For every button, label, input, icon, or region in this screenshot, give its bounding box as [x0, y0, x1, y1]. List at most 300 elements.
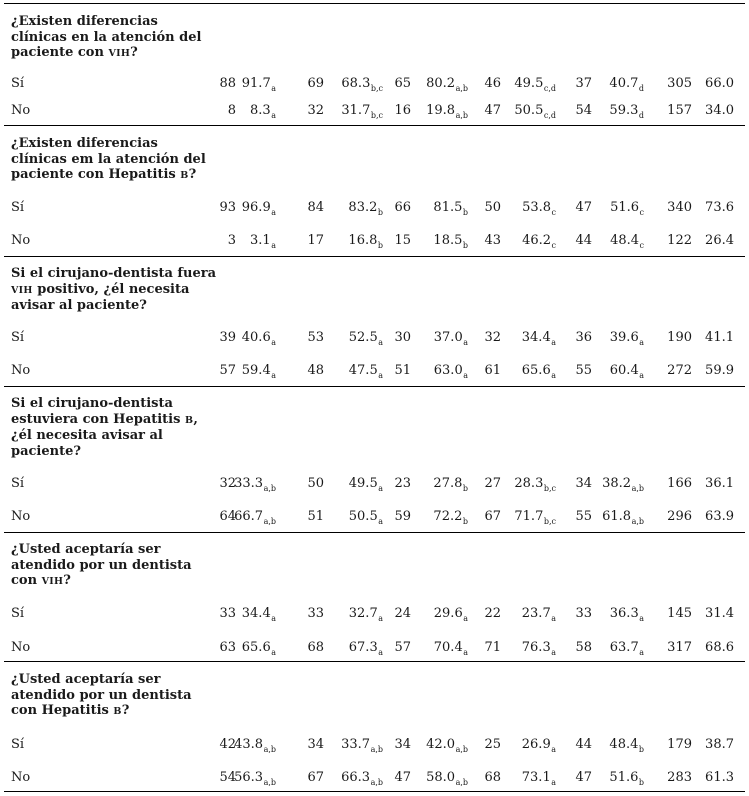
cell-value: 51.6: [610, 200, 640, 215]
cell-percent: [250, 103, 276, 120]
row-label: No: [11, 640, 31, 655]
row-label: No: [11, 770, 31, 785]
cell-count: [484, 737, 501, 752]
cell-percent: [348, 200, 383, 217]
cell-value: 68: [307, 640, 324, 655]
significance-subscript: a: [378, 484, 383, 493]
cell-value: 91.7: [241, 76, 271, 91]
cell-value: 36: [575, 330, 592, 345]
cell-value: 63.0: [433, 363, 463, 378]
cell-value: 64: [219, 509, 236, 524]
significance-subscript: a: [271, 84, 276, 93]
cell-value: 34: [307, 737, 324, 752]
cell-value: 47.5: [348, 363, 378, 378]
cell-value: 68.3: [341, 76, 371, 91]
cell-percent: [348, 233, 383, 250]
cell-value: 23: [394, 476, 411, 491]
cell-value: 49.5: [514, 76, 544, 91]
cell-value: 42.0: [426, 737, 456, 752]
cell-value: 61.8: [602, 509, 632, 524]
row-label: Sí: [11, 330, 25, 345]
cell-percent: [522, 640, 556, 657]
cell-value: 31.4: [705, 606, 734, 621]
cell-percent: [610, 363, 644, 380]
cell-value: 34.4: [241, 606, 271, 621]
significance-subscript: a,b: [455, 745, 468, 754]
significance-subscript: a: [639, 648, 644, 657]
cell-value: 65.6: [521, 363, 551, 378]
cell-value: 67: [307, 770, 324, 785]
cell-count: [575, 200, 592, 215]
cell-count: [484, 476, 501, 491]
cell-value: 36.1: [705, 476, 734, 491]
cell-total-count: [667, 76, 692, 91]
significance-subscript: c: [551, 241, 556, 250]
cell-total-count: [667, 363, 692, 378]
significance-subscript: a: [378, 614, 383, 623]
cell-percent: [341, 76, 383, 93]
cell-percent: [341, 737, 383, 754]
cell-value: 3: [227, 233, 236, 248]
cell-value: 3.1: [250, 233, 271, 248]
cell-value: 26.9: [521, 737, 551, 752]
significance-subscript: a,b: [263, 745, 276, 754]
cell-count: [307, 770, 324, 785]
cell-percent: [426, 770, 468, 787]
cell-value: 40.6: [241, 330, 271, 345]
cell-count: [484, 330, 501, 345]
cell-percent: [522, 233, 556, 250]
cell-count: [394, 737, 411, 752]
cell-count: [307, 200, 324, 215]
cell-value: 37.0: [433, 330, 463, 345]
significance-subscript: a: [271, 648, 276, 657]
row-label: Sí: [11, 606, 25, 621]
question-title: ¿Usted aceptaría ser atendido por un dentista con Hepatitis B?: [11, 672, 192, 719]
cell-value: 27: [484, 476, 501, 491]
significance-subscript: a: [463, 371, 468, 380]
cell-count: [394, 509, 411, 524]
cell-count: [484, 640, 501, 655]
significance-subscript: b,c: [543, 484, 556, 493]
significance-subscript: a,b: [455, 84, 468, 93]
cell-value: 34: [575, 476, 592, 491]
cell-percent: [433, 509, 468, 526]
cell-percent: [434, 363, 468, 380]
row-label: Sí: [11, 737, 25, 752]
cell-value: 57: [394, 640, 411, 655]
cell-total-count: [667, 640, 692, 655]
cell-value: 23.7: [521, 606, 551, 621]
cell-total-percent: [705, 737, 734, 752]
significance-subscript: b: [462, 484, 468, 493]
cell-count: [484, 509, 501, 524]
cell-count: [307, 640, 324, 655]
cell-count: [307, 509, 324, 524]
significance-subscript: c: [551, 208, 556, 217]
cell-value: 190: [667, 330, 692, 345]
significance-subscript: a: [271, 208, 276, 217]
cell-percent: [514, 76, 556, 93]
cell-count: [307, 476, 324, 491]
question-title: ¿Existen diferencias clínicas en la atención del paciente con VIH?: [11, 14, 202, 61]
cell-value: 340: [667, 200, 692, 215]
cell-percent: [610, 606, 644, 623]
cell-value: 54: [219, 770, 236, 785]
cell-value: 19.8: [426, 103, 456, 118]
significance-subscript: a: [551, 745, 556, 754]
cell-value: 61: [484, 363, 501, 378]
cell-value: 16: [394, 103, 411, 118]
cell-percent: [434, 606, 468, 623]
cell-total-percent: [705, 233, 734, 248]
cell-value: 38.7: [705, 737, 734, 752]
cell-value: 55: [575, 509, 592, 524]
section-divider: [4, 532, 745, 533]
cell-value: 44: [575, 737, 592, 752]
significance-subscript: a,b: [263, 484, 276, 493]
significance-subscript: a: [378, 517, 383, 526]
cell-value: 63: [219, 640, 236, 655]
cell-count: [307, 76, 324, 91]
cell-total-percent: [705, 330, 734, 345]
cell-percent: [341, 770, 383, 787]
significance-subscript: a: [551, 338, 556, 347]
cell-value: 24: [394, 606, 411, 621]
cell-value: 59.3: [609, 103, 639, 118]
cell-value: 67: [484, 509, 501, 524]
cell-value: 272: [667, 363, 692, 378]
cell-percent: [349, 509, 383, 526]
row-label: Sí: [11, 476, 25, 491]
cell-value: 48.4: [609, 737, 639, 752]
cell-value: 32: [307, 103, 324, 118]
cell-value: 68.6: [705, 640, 734, 655]
significance-subscript: b,c: [370, 111, 383, 120]
cell-count: [219, 200, 236, 215]
cell-value: 38.2: [602, 476, 632, 491]
section-divider: [4, 125, 745, 126]
cell-count: [307, 737, 324, 752]
cell-count: [575, 640, 592, 655]
cell-value: 66: [394, 200, 411, 215]
cell-value: 28.3: [514, 476, 544, 491]
cell-percent: [349, 476, 383, 493]
table-row: [0, 103, 749, 123]
cell-value: 48: [307, 363, 324, 378]
cell-value: 46: [484, 76, 501, 91]
cell-value: 93: [219, 200, 236, 215]
cell-value: 26.4: [705, 233, 734, 248]
cell-value: 40.7: [609, 76, 639, 91]
table-row: [0, 363, 749, 383]
significance-subscript: b: [462, 208, 468, 217]
cell-count: [575, 76, 592, 91]
cell-value: 59.9: [705, 363, 734, 378]
cell-value: 15: [394, 233, 411, 248]
cell-value: 76.3: [521, 640, 551, 655]
cell-percent: [433, 476, 468, 493]
cell-value: 16.8: [348, 233, 378, 248]
cell-total-count: [667, 737, 692, 752]
cell-total-percent: [705, 200, 734, 215]
cell-value: 57: [219, 363, 236, 378]
question-title: ¿Existen diferencias clínicas em la atención del paciente con Hepatitis B?: [11, 136, 206, 183]
table-row: [0, 509, 749, 529]
cell-value: 56.3: [234, 770, 264, 785]
significance-subscript: c,d: [543, 111, 556, 120]
cell-percent: [434, 640, 468, 657]
significance-subscript: a: [463, 614, 468, 623]
cell-value: 63.9: [705, 509, 734, 524]
cell-value: 66.0: [705, 76, 734, 91]
cell-percent: [609, 76, 644, 93]
cell-count: [575, 363, 592, 378]
rule-top: [4, 3, 745, 4]
significance-subscript: a: [639, 338, 644, 347]
cell-value: 66.3: [341, 770, 371, 785]
cell-value: 69: [307, 76, 324, 91]
cell-value: 34.4: [521, 330, 551, 345]
cell-value: 39.6: [609, 330, 639, 345]
cell-percent: [349, 640, 383, 657]
cell-percent: [610, 200, 644, 217]
cell-percent: [514, 509, 556, 526]
cell-count: [394, 640, 411, 655]
cell-value: 53: [307, 330, 324, 345]
cell-count: [484, 76, 501, 91]
cell-percent: [234, 509, 276, 526]
cell-count: [575, 476, 592, 491]
cell-count: [484, 770, 501, 785]
cell-value: 80.2: [426, 76, 456, 91]
cell-percent: [434, 330, 468, 347]
cell-count: [219, 606, 236, 621]
cell-count: [394, 606, 411, 621]
cell-value: 49.5: [348, 476, 378, 491]
cell-percent: [522, 770, 556, 787]
cell-total-percent: [705, 476, 734, 491]
cell-value: 63.7: [609, 640, 639, 655]
cell-percent: [609, 737, 644, 754]
cell-value: 47: [575, 200, 592, 215]
cell-percent: [433, 200, 468, 217]
cell-count: [219, 330, 236, 345]
cell-value: 83.2: [348, 200, 378, 215]
significance-subscript: a,b: [370, 778, 383, 787]
cell-value: 8.3: [250, 103, 271, 118]
row-label: No: [11, 509, 31, 524]
significance-subscript: a: [463, 648, 468, 657]
cell-value: 179: [667, 737, 692, 752]
cell-value: 37: [575, 76, 592, 91]
cell-percent: [522, 363, 556, 380]
cell-value: 65: [394, 76, 411, 91]
cell-value: 68: [484, 770, 501, 785]
row-label: No: [11, 233, 31, 248]
cell-value: 22: [484, 606, 501, 621]
significance-subscript: a: [463, 338, 468, 347]
cell-total-percent: [705, 509, 734, 524]
significance-subscript: a: [271, 111, 276, 120]
significance-subscript: d: [638, 84, 644, 93]
cell-total-count: [667, 509, 692, 524]
table-row: [0, 640, 749, 660]
row-label: No: [11, 363, 31, 378]
cell-count: [575, 606, 592, 621]
cell-percent: [433, 233, 468, 250]
cell-value: 51: [307, 509, 324, 524]
cell-value: 50.5: [348, 509, 378, 524]
cell-percent: [242, 640, 276, 657]
cell-value: 145: [667, 606, 692, 621]
significance-subscript: c: [639, 241, 644, 250]
significance-subscript: b,c: [370, 84, 383, 93]
significance-subscript: a: [378, 338, 383, 347]
cell-value: 67.3: [348, 640, 378, 655]
cell-count: [219, 363, 236, 378]
cell-count: [484, 233, 501, 248]
cell-percent: [234, 476, 276, 493]
table-row: [0, 233, 749, 253]
row-label: Sí: [11, 200, 25, 215]
significance-subscript: c: [639, 208, 644, 217]
cell-value: 50.5: [514, 103, 544, 118]
cell-value: 27.8: [433, 476, 463, 491]
cell-percent: [234, 737, 276, 754]
significance-subscript: a,b: [455, 111, 468, 120]
cell-value: 8: [227, 103, 236, 118]
cell-value: 72.2: [433, 509, 463, 524]
cell-value: 31.7: [341, 103, 371, 118]
significance-subscript: a: [378, 371, 383, 380]
cell-value: 34: [394, 737, 411, 752]
cell-percent: [610, 233, 644, 250]
cell-value: 71.7: [514, 509, 544, 524]
cell-total-percent: [705, 606, 734, 621]
cell-value: 33: [307, 606, 324, 621]
cell-value: 65.6: [241, 640, 271, 655]
cell-total-count: [667, 233, 692, 248]
significance-subscript: a: [378, 648, 383, 657]
significance-subscript: a,b: [631, 484, 644, 493]
cell-value: 36.3: [609, 606, 639, 621]
table-row: [0, 606, 749, 626]
cell-value: 32.7: [348, 606, 378, 621]
cell-percent: [522, 330, 556, 347]
cell-value: 25: [484, 737, 501, 752]
cell-value: 296: [667, 509, 692, 524]
cell-value: 44: [575, 233, 592, 248]
section-divider: [4, 661, 745, 662]
cell-count: [228, 233, 236, 248]
cell-count: [307, 233, 324, 248]
cell-value: 66.7: [234, 509, 264, 524]
cell-percent: [609, 770, 644, 787]
cell-value: 33.7: [341, 737, 371, 752]
cell-value: 33.3: [234, 476, 264, 491]
cell-value: 41.1: [705, 330, 734, 345]
cell-count: [219, 76, 236, 91]
question-title: Si el cirujano-dentista estuviera con Hepatitis B, ¿él necesita avisar al paciente?: [11, 396, 198, 459]
cell-value: 73.1: [521, 770, 551, 785]
significance-subscript: a,b: [631, 517, 644, 526]
cell-value: 17: [307, 233, 324, 248]
cell-value: 33: [575, 606, 592, 621]
cell-value: 43: [484, 233, 501, 248]
significance-subscript: a: [639, 614, 644, 623]
cell-value: 305: [667, 76, 692, 91]
cell-percent: [426, 76, 468, 93]
cell-total-percent: [705, 770, 734, 785]
cell-value: 88: [219, 76, 236, 91]
significance-subscript: a: [551, 371, 556, 380]
cell-value: 52.5: [348, 330, 378, 345]
cell-percent: [426, 737, 468, 754]
significance-subscript: c,d: [543, 84, 556, 93]
cell-count: [307, 606, 324, 621]
cell-value: 73.6: [705, 200, 734, 215]
significance-subscript: b: [462, 241, 468, 250]
significance-subscript: b: [377, 241, 383, 250]
cell-count: [484, 103, 501, 118]
cell-percent: [250, 233, 276, 250]
cell-count: [484, 200, 501, 215]
cell-value: 53.8: [522, 200, 552, 215]
cell-percent: [242, 330, 276, 347]
cell-value: 71: [484, 640, 501, 655]
cell-total-count: [667, 103, 692, 118]
cell-percent: [426, 103, 468, 120]
cell-value: 317: [667, 640, 692, 655]
cell-count: [575, 233, 592, 248]
cell-value: 50: [484, 200, 501, 215]
cell-count: [394, 476, 411, 491]
cell-total-percent: [705, 76, 734, 91]
table-row: [0, 76, 749, 96]
cell-value: 70.4: [433, 640, 463, 655]
cell-value: 157: [667, 103, 692, 118]
significance-subscript: a: [271, 338, 276, 347]
cell-percent: [610, 330, 644, 347]
cell-percent: [522, 200, 556, 217]
cell-percent: [602, 509, 644, 526]
cell-count: [394, 233, 411, 248]
cell-value: 122: [667, 233, 692, 248]
cell-value: 30: [394, 330, 411, 345]
significance-subscript: a: [271, 241, 276, 250]
cell-count: [575, 330, 592, 345]
cell-value: 58: [575, 640, 592, 655]
cell-total-percent: [705, 640, 734, 655]
cell-total-percent: [705, 103, 734, 118]
cell-count: [228, 103, 236, 118]
cell-count: [394, 363, 411, 378]
cell-total-percent: [705, 363, 734, 378]
significance-subscript: b: [638, 778, 644, 787]
table-row: [0, 200, 749, 220]
cell-value: 48.4: [610, 233, 640, 248]
cell-value: 46.2: [522, 233, 552, 248]
question-title: ¿Usted aceptaría ser atendido por un dentista con VIH?: [11, 542, 192, 589]
significance-subscript: a: [271, 371, 276, 380]
cell-value: 32: [219, 476, 236, 491]
cell-count: [575, 737, 592, 752]
cell-total-count: [667, 200, 692, 215]
row-label: Sí: [11, 76, 25, 91]
cell-total-count: [667, 606, 692, 621]
cell-percent: [514, 103, 556, 120]
